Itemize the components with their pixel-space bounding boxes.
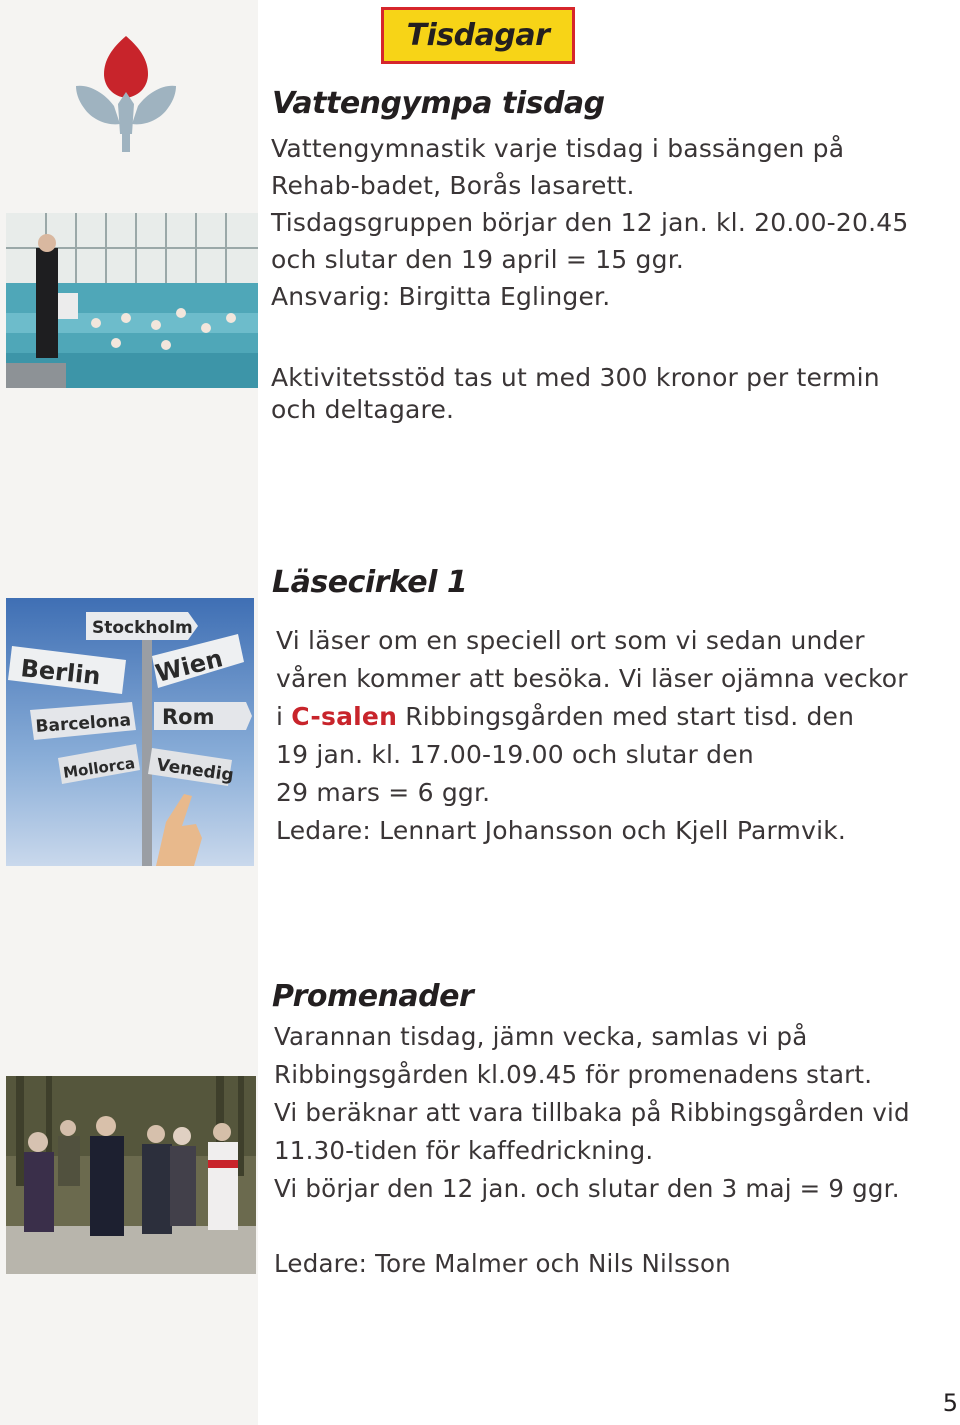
tulip-logo-icon <box>74 34 178 152</box>
reading-circle-heading: Läsecirkel 1 <box>272 565 468 600</box>
walks-line: Vi börjar den 12 jan. och slutar den 3 maj = 9 ggr. <box>274 1174 900 1203</box>
water-gym-note <box>271 359 880 428</box>
water-gym-line: Tisdagsgruppen börjar den 12 jan. kl. 20.00-20.45 <box>271 208 909 237</box>
reading-line: Vi läser om en speciell ort som vi sedan under <box>276 626 865 655</box>
page-header-title: Tisdagar <box>406 18 550 53</box>
reading-leader: Ledare: Lennart Johansson och Kjell Parmvik. <box>276 816 847 845</box>
page-number: 5 <box>942 1389 958 1417</box>
water-gym-line: Vattengymnastik varje tisdag i bassängen på <box>271 134 845 163</box>
sign-venedig: Venedig <box>155 755 235 786</box>
page-header-box <box>381 7 575 64</box>
water-gym-note-line: och deltagare. <box>271 395 455 424</box>
reading-line: 19 jan. kl. 17.00-19.00 och slutar den <box>276 740 754 769</box>
walks-leader: Ledare: Tore Malmer och Nils Nilsson <box>274 1249 731 1278</box>
water-gym-heading: Vattengympa tisdag <box>272 86 605 121</box>
sign-stockholm: Stockholm <box>92 618 193 638</box>
signpost-photo <box>6 598 254 866</box>
sign-rom: Rom <box>162 705 215 729</box>
walks-line: Ribbingsgården kl.09.45 för promenadens start. <box>274 1060 873 1089</box>
walking-group-photo <box>6 1076 256 1274</box>
walks-heading: Promenader <box>272 979 474 1014</box>
pool-photo <box>6 213 258 388</box>
water-gym-note-line: Aktivitetsstöd tas ut med 300 kronor per termin <box>271 363 880 392</box>
reading-line-prefix: i <box>276 702 292 731</box>
sign-berlin: Berlin <box>19 654 102 691</box>
sign-wien: Wien <box>152 644 226 688</box>
walks-line: Vi beräknar att vara tillbaka på Ribbingsgården vid <box>274 1098 910 1127</box>
reading-line: 29 mars = 6 ggr. <box>276 778 491 807</box>
reading-line: våren kommer att besöka. Vi läser ojämna veckor <box>276 664 908 693</box>
reading-line-suffix: Ribbingsgården med start tisd. den <box>397 702 855 731</box>
water-gym-line: Ansvarig: Birgitta Eglinger. <box>271 282 611 311</box>
water-gym-text <box>271 130 908 315</box>
water-gym-line: och slutar den 19 april = 15 ggr. <box>271 245 685 274</box>
walks-line: Varannan tisdag, jämn vecka, samlas vi på <box>274 1022 808 1051</box>
sign-barcelona: Barcelona <box>34 710 132 737</box>
water-gym-line: Rehab-badet, Borås lasarett. <box>271 171 635 200</box>
walks-line: 11.30-tiden för kaffedrickning. <box>274 1136 654 1165</box>
reading-line-location <box>276 698 908 736</box>
walks-text <box>274 1018 910 1208</box>
room-highlight: C-salen <box>291 702 398 731</box>
sign-mollorca: Mollorca <box>62 754 137 782</box>
reading-circle-text <box>276 622 908 850</box>
